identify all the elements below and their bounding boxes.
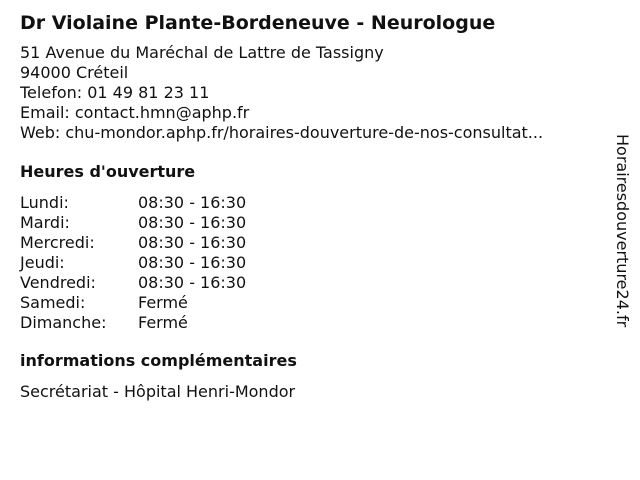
hours-row	[20, 253, 605, 273]
hours-day: Samedi:	[20, 293, 86, 312]
hours-row	[20, 193, 605, 213]
hours-day: Mardi:	[20, 213, 70, 232]
email-address: Email: contact.hmn@aphp.fr	[20, 103, 250, 122]
street-address: 51 Avenue du Maréchal de Lattre de Tassigny	[20, 43, 384, 62]
hours-day: Dimanche:	[20, 313, 107, 332]
hours-row	[20, 233, 605, 253]
website-link: Web: chu-mondor.aphp.fr/horaires-douverture-de-nos-consultat...	[20, 123, 544, 142]
hours-table	[20, 193, 605, 333]
hours-time: Fermé	[138, 313, 188, 332]
brand-watermark: Horairesdouverture24.fr	[613, 134, 632, 328]
address-block	[20, 43, 605, 143]
hours-row	[20, 213, 605, 233]
info-heading: informations complémentaires	[20, 351, 297, 370]
hours-time: 08:30 - 16:30	[138, 193, 247, 212]
hours-day: Vendredi:	[20, 273, 96, 292]
hours-day: Lundi:	[20, 193, 69, 212]
hours-time: 08:30 - 16:30	[138, 233, 247, 252]
hours-row	[20, 293, 605, 313]
hours-row	[20, 313, 605, 333]
listing-content	[20, 10, 605, 402]
hours-time: 08:30 - 16:30	[138, 273, 247, 292]
hours-time: Fermé	[138, 293, 188, 312]
hours-time: 08:30 - 16:30	[138, 213, 247, 232]
city-address: 94000 Créteil	[20, 63, 129, 82]
info-text: Secrétariat - Hôpital Henri-Mondor	[20, 382, 296, 401]
page-title: Dr Violaine Plante-Bordeneuve - Neurologue	[20, 12, 496, 34]
hours-time: 08:30 - 16:30	[138, 253, 247, 272]
hours-heading: Heures d'ouverture	[20, 162, 196, 181]
hours-day: Mercredi:	[20, 233, 95, 252]
hours-row	[20, 273, 605, 293]
phone-number: Telefon: 01 49 81 23 11	[20, 83, 210, 102]
hours-day: Jeudi:	[20, 253, 65, 272]
